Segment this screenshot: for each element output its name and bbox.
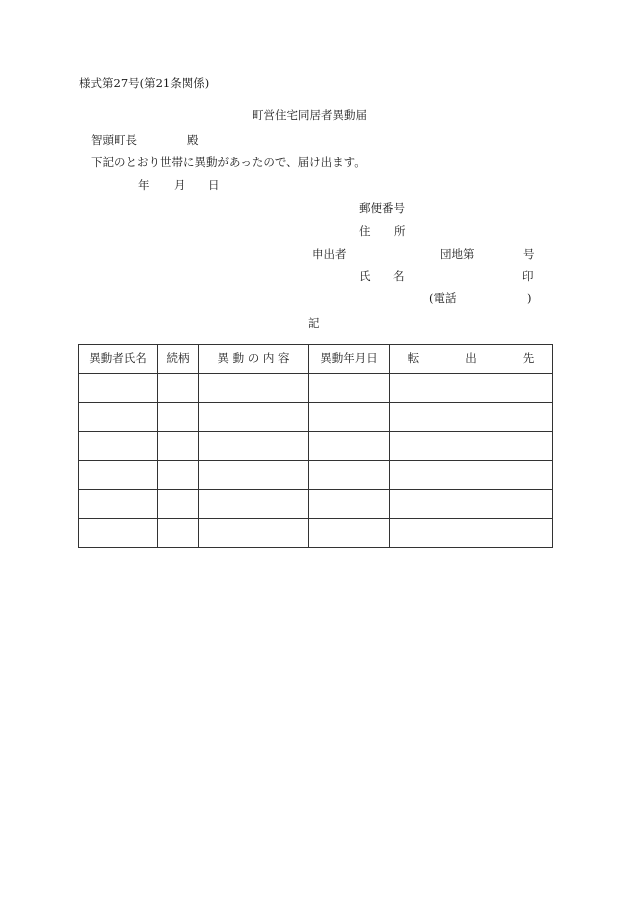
cell-destination[interactable]	[390, 519, 553, 548]
postal-code-label: 郵便番号	[359, 201, 405, 215]
table-row	[79, 490, 553, 519]
seal-label: 印	[522, 269, 534, 283]
applicant-label: 申出者	[312, 247, 347, 261]
cell-change-content[interactable]	[199, 432, 309, 461]
cell-change-date[interactable]	[309, 490, 390, 519]
cell-destination[interactable]	[390, 403, 553, 432]
header-change-content: 異 動 の 内 容	[199, 345, 309, 374]
cell-change-content[interactable]	[199, 461, 309, 490]
statement-text: 下記のとおり世帯に異動があったので、届け出ます。	[91, 155, 366, 169]
cell-relationship[interactable]	[158, 432, 199, 461]
cell-relationship[interactable]	[158, 461, 199, 490]
address-label-first: 住	[359, 224, 371, 238]
cell-person-name[interactable]	[79, 403, 158, 432]
cell-change-date[interactable]	[309, 374, 390, 403]
cell-relationship[interactable]	[158, 374, 199, 403]
table-row	[79, 432, 553, 461]
cell-destination[interactable]	[390, 374, 553, 403]
cell-change-date[interactable]	[309, 519, 390, 548]
table-header-row	[79, 345, 553, 374]
cell-person-name[interactable]	[79, 519, 158, 548]
housing-complex-label: 団地第	[440, 247, 475, 261]
cell-change-content[interactable]	[199, 374, 309, 403]
cell-destination[interactable]	[390, 432, 553, 461]
cell-destination[interactable]	[390, 490, 553, 519]
phone-close-paren: )	[527, 291, 532, 305]
ki-label: 記	[308, 316, 320, 330]
date-day-label: 日	[208, 178, 220, 192]
cell-change-date[interactable]	[309, 461, 390, 490]
document-title: 町営住宅同居者異動届	[252, 108, 367, 122]
cell-person-name[interactable]	[79, 374, 158, 403]
cell-person-name[interactable]	[79, 461, 158, 490]
date-month-label: 月	[174, 178, 186, 192]
name-label-second: 名	[393, 269, 405, 283]
cell-change-content[interactable]	[199, 403, 309, 432]
table-row	[79, 461, 553, 490]
cell-relationship[interactable]	[158, 519, 199, 548]
form-number: 様式第27号(第21条関係)	[79, 76, 210, 90]
cell-change-date[interactable]	[309, 403, 390, 432]
unit-number-label: 号	[523, 247, 535, 261]
phone-label: (電話	[429, 291, 457, 305]
header-relationship: 続柄	[158, 345, 199, 374]
addressee-honorific: 殿	[187, 133, 199, 147]
cell-change-content[interactable]	[199, 519, 309, 548]
name-label-first: 氏	[359, 269, 371, 283]
cell-change-date[interactable]	[309, 432, 390, 461]
cell-person-name[interactable]	[79, 432, 158, 461]
address-label-second: 所	[394, 224, 406, 238]
date-year-label: 年	[138, 178, 150, 192]
header-change-date: 異動年月日	[309, 345, 390, 374]
table-row	[79, 403, 553, 432]
change-table	[78, 344, 553, 548]
cell-relationship[interactable]	[158, 490, 199, 519]
table-row	[79, 519, 553, 548]
cell-destination[interactable]	[390, 461, 553, 490]
cell-change-content[interactable]	[199, 490, 309, 519]
cell-person-name[interactable]	[79, 490, 158, 519]
header-destination: 転 出 先	[390, 345, 553, 374]
table-body	[79, 374, 553, 548]
cell-relationship[interactable]	[158, 403, 199, 432]
header-person-name: 異動者氏名	[79, 345, 158, 374]
addressee-name: 智頭町長	[91, 133, 137, 147]
table-row	[79, 374, 553, 403]
